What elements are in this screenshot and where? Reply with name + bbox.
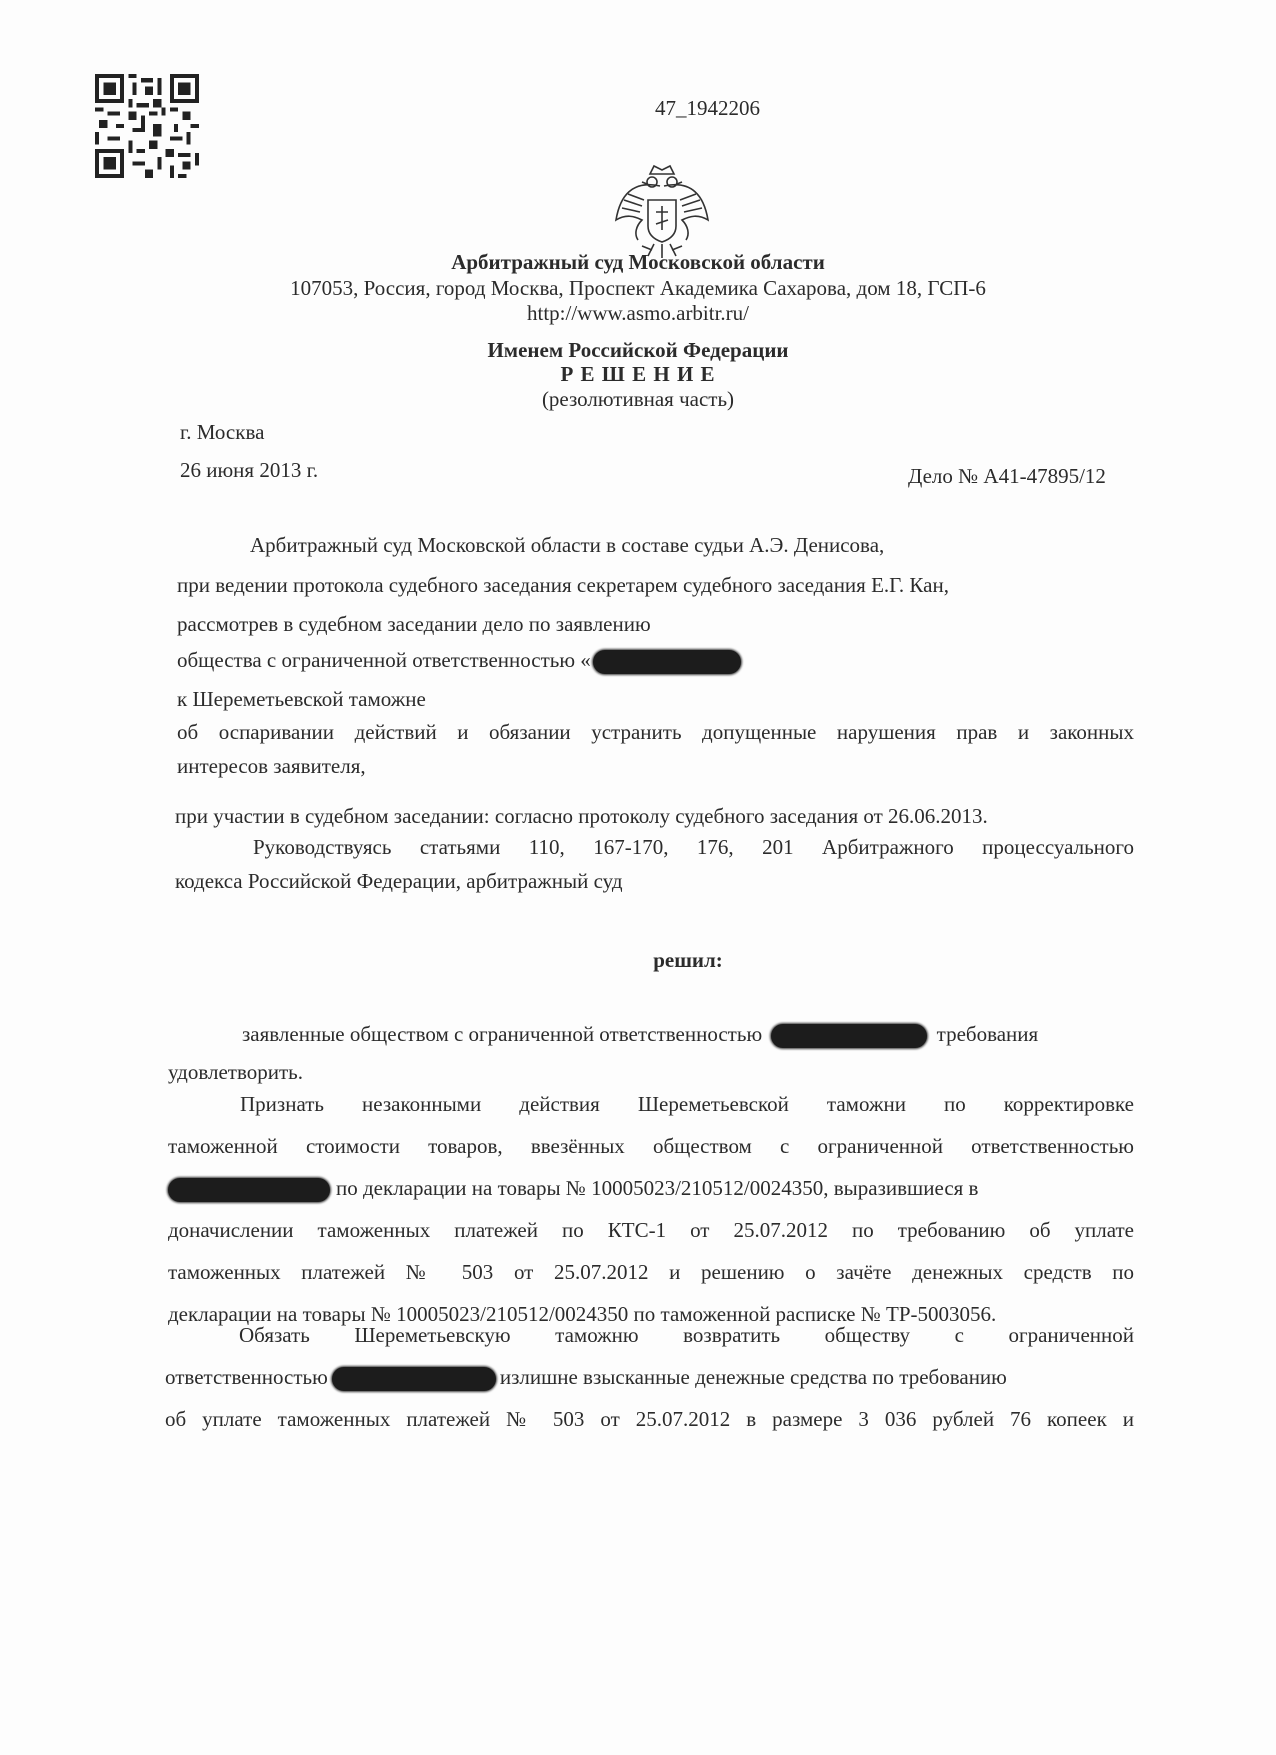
ruling-3 [165, 1314, 1134, 1440]
intro-line: при участии в судебном заседании: согласно протоколу судебного заседания от 26.06.2013. [175, 804, 988, 828]
redacted-name [168, 1178, 330, 1202]
document-title: Р Е Ш Е Н И Е [560, 362, 716, 386]
legal-basis [175, 826, 1134, 902]
text: по декларации на товары № 10005023/210512/0024350, выразившиеся в [336, 1176, 979, 1200]
court-address: 107053, Россия, город Москва, Проспект Академика Сахарова, дом 18, ГСП-6 [290, 276, 986, 300]
intro-claim [177, 711, 1134, 787]
redacted-name [771, 1024, 927, 1048]
intro-line: рассмотрев в судебном заседании дело по заявлению [177, 612, 651, 636]
text-line: декларации на товары № 10005023/210512/0024350 по таможенной расписке № ТР-5003056. [168, 1302, 997, 1326]
text-line: таможенных платежей № 503 от 25.07.2012 и решению о зачёте денежных средств по [168, 1260, 1134, 1284]
text-line [165, 1356, 1134, 1398]
ruling-1-line: удовлетворить. [168, 1060, 303, 1084]
intro-text: общества с ограниченной ответственностью « [177, 648, 591, 672]
text-line: Руководствуясь статьями 110, 167-170, 176, 201 Арбитражного процессуального [253, 835, 1134, 859]
intro-line: при ведении протокола судебного заседания секретарем судебного заседания Е.Г. Кан, [177, 573, 949, 597]
intro-line [177, 648, 741, 674]
decided-heading: решил: [653, 948, 723, 972]
text: заявленные обществом с ограниченной ответственностью [242, 1022, 763, 1046]
text: излишне взысканные денежные средства по требованию [499, 1365, 1007, 1389]
in-name-heading: Именем Российской Федерации [487, 338, 789, 362]
document-number: 47_1942206 [655, 96, 760, 120]
document-subtitle: (резолютивная часть) [541, 387, 735, 411]
text-line: об оспаривании действий и обязании устранить допущенные нарушения прав и законных [177, 720, 1134, 744]
intro-line: Арбитражный суд Московской области в составе судьи А.Э. Денисова, [250, 533, 885, 557]
text-line: кодекса Российской Федерации, арбитражный суд [175, 869, 623, 893]
text-line: интересов заявителя, [177, 754, 366, 778]
text: требования [936, 1022, 1039, 1046]
court-name: Арбитражный суд Московской области [451, 250, 825, 274]
case-number: Дело № А41-47895/12 [908, 464, 1106, 488]
city: г. Москва [180, 420, 265, 444]
qr-code-icon [95, 74, 199, 178]
redacted-name [332, 1367, 496, 1391]
text-line: Признать незаконными действия Шереметьевской таможни по корректировке [240, 1092, 1134, 1116]
text-line: таможенной стоимости товаров, ввезённых обществом с ограниченной ответственностью [168, 1134, 1134, 1158]
text-line: об уплате таможенных платежей № 503 от 25.07.2012 в размере 3 036 рублей 76 копеек и [165, 1407, 1134, 1431]
redacted-name [593, 650, 741, 674]
decision-date: 26 июня 2013 г. [180, 458, 319, 482]
text: ответственностью [165, 1365, 328, 1389]
text-line: доначислении таможенных платежей по КТС-1 от 25.07.2012 по требованию об уплате [168, 1218, 1134, 1242]
intro-line: к Шереметьевской таможне [177, 687, 426, 711]
text-line [168, 1167, 1134, 1209]
text-line: Обязать Шереметьевскую таможню возвратить обществу с ограниченной [239, 1323, 1134, 1347]
ruling-2 [168, 1083, 1134, 1335]
court-url: http://www.asmo.arbitr.ru/ [526, 301, 750, 325]
ruling-1-line [242, 1022, 1038, 1048]
